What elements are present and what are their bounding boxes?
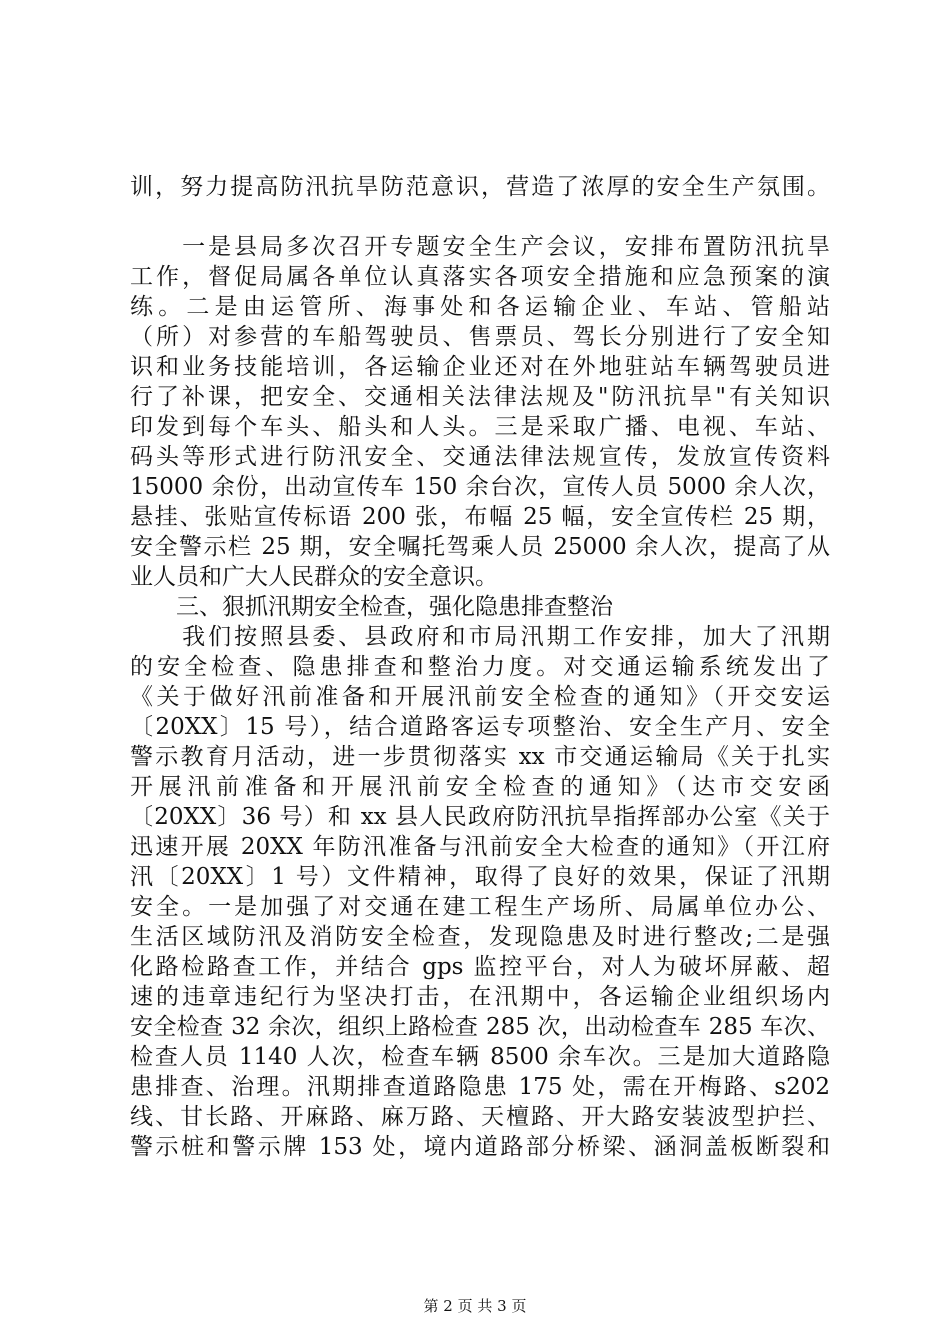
text-line: 患排查、治理。汛期排查道路隐患 175 处，需在开梅路、s202 bbox=[130, 1074, 830, 1100]
text-line: 15000 余份，出动宣传车 150 余台次，宣传人员 5000 余人次， bbox=[130, 474, 830, 500]
document-body bbox=[130, 172, 830, 1162]
text-line: 练。二是由运管所、海事处和各运输企业、车站、管船站 bbox=[130, 294, 830, 320]
text-line: 迅速开展 20XX 年防汛准备与汛前安全大检查的通知》（开江府 bbox=[130, 834, 830, 860]
text-line: 警示教育月活动，进一步贯彻落实 xx 市交通运输局《关于扎实 bbox=[130, 744, 830, 770]
text-line: 〔20XX〕15 号），结合道路客运专项整治、安全生产月、安全 bbox=[130, 714, 830, 740]
text-line: 印发到每个车头、船头和人头。三是采取广播、电视、车站、 bbox=[130, 414, 830, 440]
text-line: 《关于做好汛前准备和开展汛前安全检查的通知》（开交安运 bbox=[130, 684, 830, 710]
text-line: 的安全检查、隐患排查和整治力度。对交通运输系统发出了 bbox=[130, 654, 830, 680]
text-line: 训，努力提高防汛抗旱防范意识，营造了浓厚的安全生产氛围。 bbox=[130, 174, 830, 200]
text-line: 一是县局多次召开专题安全生产会议，安排布置防汛抗旱 bbox=[130, 234, 830, 260]
text-line: 速的违章违纪行为坚决打击，在汛期中，各运输企业组织场内 bbox=[130, 984, 830, 1010]
text-line: 工作，督促局属各单位认真落实各项安全措施和应急预案的演 bbox=[130, 264, 830, 290]
text-line: 码头等形式进行防汛安全、交通法律法规宣传，发放宣传资料 bbox=[130, 444, 830, 470]
text-line: 悬挂、张贴宣传标语 200 张，布幅 25 幅，安全宣传栏 25 期， bbox=[130, 504, 830, 530]
text-line: 生活区域防汛及消防安全检查，发现隐患及时进行整改;二是强 bbox=[130, 924, 830, 950]
text-line: 汛〔20XX〕1 号）文件精神，取得了良好的效果，保证了汛期 bbox=[130, 864, 830, 890]
text-line: 检查人员 1140 人次，检查车辆 8500 余车次。三是加大道路隐 bbox=[130, 1044, 830, 1070]
text-line: 我们按照县委、县政府和市局汛期工作安排，加大了汛期 bbox=[130, 624, 830, 650]
text-line: 安全警示栏 25 期，安全嘱托驾乘人员 25000 余人次，提高了从 bbox=[130, 534, 830, 560]
text-line: 业人员和广大人民群众的安全意识。 bbox=[130, 564, 498, 590]
text-line: 行了补课，把安全、交通相关法律法规及"防汛抗旱"有关知识 bbox=[130, 384, 830, 410]
text-line: 开展汛前准备和开展汛前安全检查的通知》（达市交安函 bbox=[130, 774, 830, 800]
paragraph-gap bbox=[130, 202, 830, 232]
text-line: 安全检查 32 余次，组织上路检查 285 次，出动检查车 285 车次、 bbox=[130, 1014, 830, 1040]
page-number-label: 第 2 页 共 3 页 bbox=[423, 1297, 527, 1315]
text-line: 〔20XX〕36 号）和 xx 县人民政府防汛抗旱指挥部办公室《关于 bbox=[130, 804, 830, 830]
text-line: 警示桩和警示牌 153 处，境内道路部分桥梁、涵洞盖板断裂和 bbox=[130, 1134, 830, 1160]
text-line: 安全。一是加强了对交通在建工程生产场所、局属单位办公、 bbox=[130, 894, 830, 920]
section-heading: 三、狠抓汛期安全检查，强化隐患排查整治 bbox=[130, 594, 613, 620]
text-line: （所）对参营的车船驾驶员、售票员、驾长分别进行了安全知 bbox=[130, 324, 830, 350]
page-footer bbox=[0, 1296, 950, 1316]
text-line: 识和业务技能培训，各运输企业还对在外地驻站车辆驾驶员进 bbox=[130, 354, 830, 380]
text-line: 化路检路查工作，并结合 gps 监控平台，对人为破坏屏蔽、超 bbox=[130, 954, 830, 980]
text-line: 线、甘长路、开麻路、麻万路、天檀路、开大路安装波型护拦、 bbox=[130, 1104, 830, 1130]
